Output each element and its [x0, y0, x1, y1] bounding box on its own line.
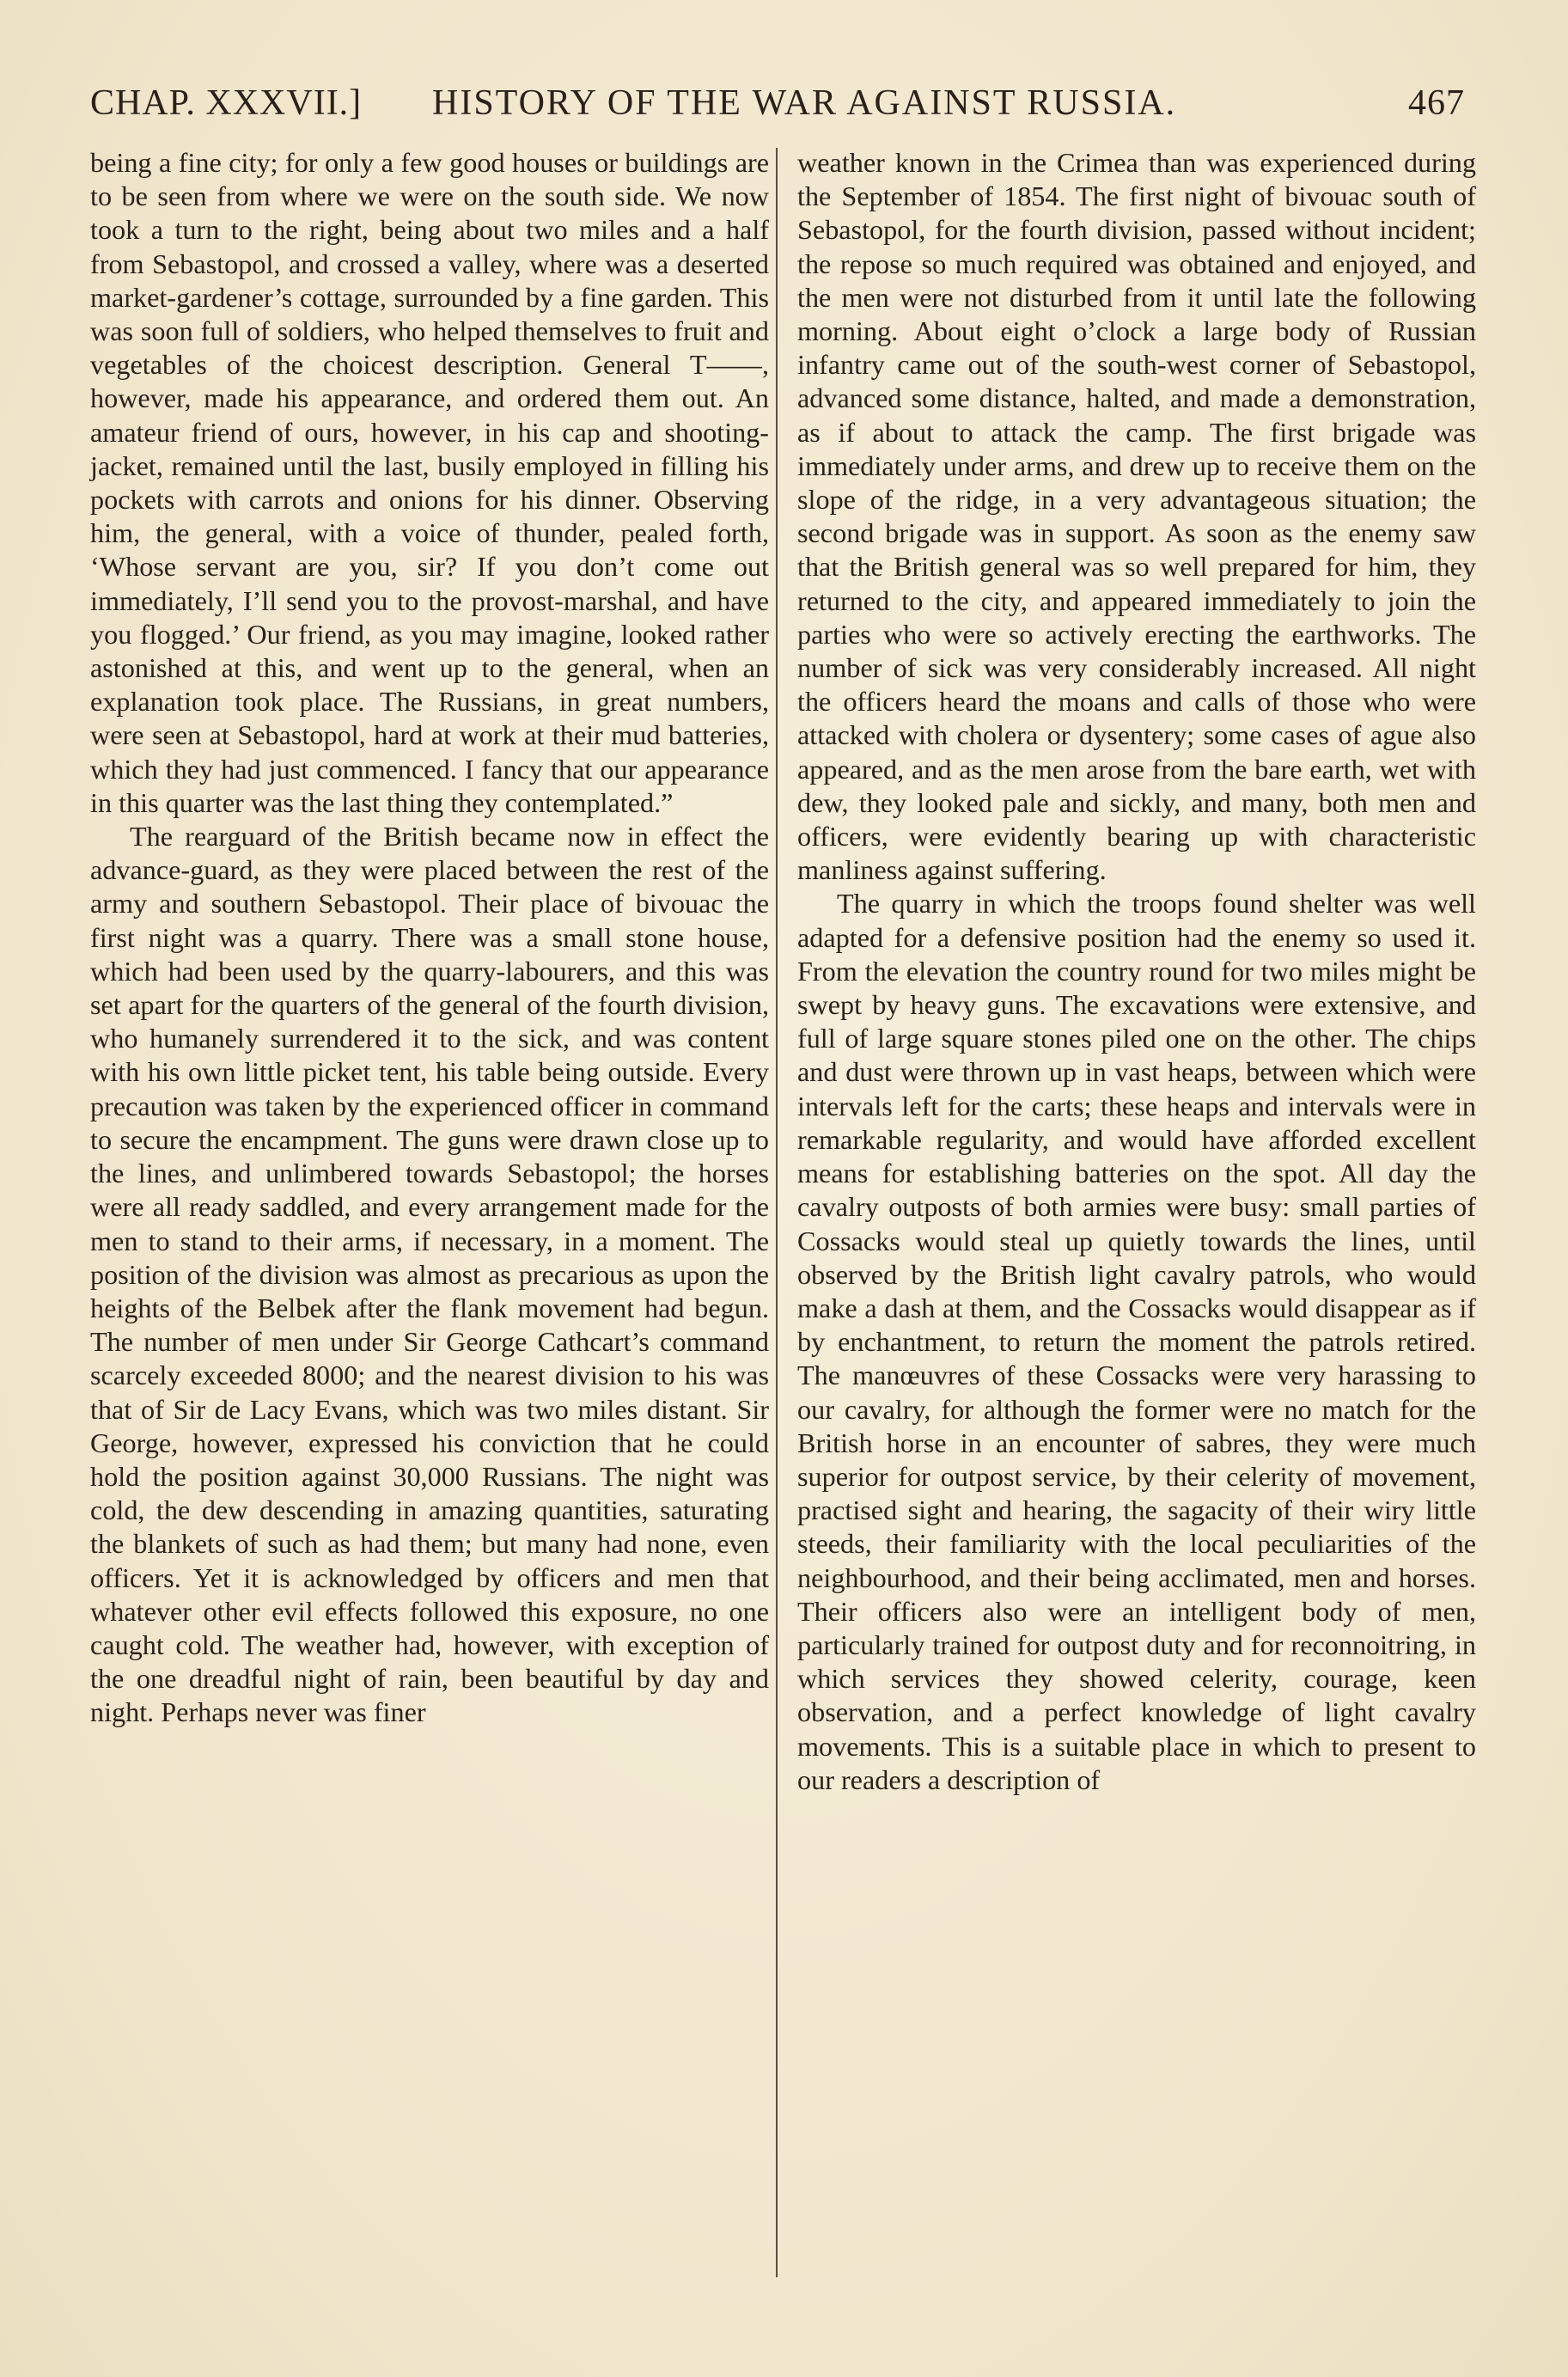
paragraph-weather: weather known in the Crimea than was experienced during the September of 1854. The first night of bivouac south of Sebastopol, for the fourth division, passed without incident; the repose so much required was obtained and enjoyed, and the men were not disturbed from it until late the following morning. About eight o’clock a large body of Russian infantry came out of the south-west corner of Sebastopol, advanced some distance, halted, and made a demonstration, as if about to attack the camp. The first brigade was immediately under arms, and drew up to receive them on the slope of the ridge, in a very advantageous situation; the second brigade was in support. As soon as the enemy saw that the British general was so well prepared for him, they returned to the city, and appeared immediately to join the parties who were so actively erecting the earthworks. The number of sick was very considerably increased. All night the officers heard the moans and calls of those who were attacked with cholera or dysentery; some cases of ague also appeared, and as the men arose from the bare earth, wet with dew, they looked pale and sickly, and many, both men and officers, were evidently bearing up with characteristic manliness against suffering.	[797, 147, 1476, 886]
running-title: HISTORY OF THE WAR AGAINST RUSSIA.	[432, 83, 1177, 123]
page-number: 467	[1408, 83, 1465, 123]
running-header	[90, 82, 1465, 134]
paragraph-rearguard: The rearguard of the British became now in effect the advance-guard, as they were placed between the rest of the army and southern Sebastopol. Their place of bivouac the first night was a quarry. There was a small stone house, which had been used by the quarry-labourers, and this was set apart for the quarters of the general of the fourth division, who humanely surrendered it to the sick, and was content with his own little picket tent, his table being outside. Every precaution was taken by the experienced officer in command to secure the encampment. The guns were drawn close up to the lines, and unlimbered towards Sebastopol; the horses were all ready saddled, and every arrangement made for the men to stand to their arms, if necessary, in a moment. The position of the division was almost as precarious as upon the heights of the Belbek after the flank movement had begun. The number of men under Sir George Cathcart’s command scarcely exceeded 8000; and the nearest division to his was that of Sir de Lacy Evans, which was two miles distant. Sir George, however, expressed his conviction that he could hold the position against 30,000 Russians. The night was cold, the dew descending in amazing quantities, saturating the blankets of such as had them; but many had none, even officers. Yet it is acknowledged by officers and men that whatever other evil effects followed this exposure, no one caught cold. The weather had, however, with exception of the one dreadful night of rain, been beautiful by day and night. Perhaps never was finer	[90, 821, 769, 1728]
right-column	[797, 146, 1476, 1797]
column-divider	[776, 148, 778, 2277]
paragraph-continued: being a fine city; for only a few good houses or buildings are to be seen from where we were on the south side. We now took a turn to the right, being about two miles and a half from Sebastopol, and crossed a valley, where was a deserted market-gardener’s cottage, surrounded by a fine garden. This was soon full of soldiers, who helped themselves to fruit and vegetables of the choicest description. General T——, however, made his appearance, and ordered them out. An amateur friend of ours, however, in his cap and shooting-jacket, remained until the last, busily employed in filling his pockets with carrots and onions for his dinner. Observing him, the general, with a voice of thunder, pealed forth, ‘Whose servant are you, sir? If you don’t come out immediately, I’ll send you to the provost-marshal, and have you flogged.’ Our friend, as you may imagine, looked rather astonished at this, and went up to the general, when an explanation took place. The Russians, in great numbers, were seen at Sebastopol, hard at work at their mud batteries, which they had just commenced. I fancy that our appearance in this quarter was the last thing they contemplated.”	[90, 147, 769, 818]
left-column	[90, 146, 769, 1730]
chapter-label: CHAP. XXXVII.]	[90, 83, 363, 123]
paragraph-quarry: The quarry in which the troops found shelter was well adapted for a defensive position had the enemy so used it. From the elevation the country round for two miles might be swept by heavy guns. The excavations were extensive, and full of large square stones piled one on the other. The chips and dust were thrown up in vast heaps, between which were intervals left for the carts; these heaps and intervals were in remarkable regularity, and would have afforded excellent means for establishing batteries on the spot. All day the cavalry outposts of both armies were busy: small parties of Cossacks would steal up quietly towards the lines, until observed by the British light cavalry patrols, who would make a dash at them, and the Cossacks would disappear as if by enchantment, to return the moment the patrols retired. The manœuvres of these Cossacks were very harassing to our cavalry, for although the former were no match for the British horse in an encounter of sabres, they were much superior for outpost service, by their celerity of movement, practised sight and hearing, the sagacity of their wiry little steeds, their familiarity with the local peculiarities of the neighbourhood, and their being acclimated, men and horses. Their officers also were an intelligent body of men, particularly trained for outpost duty and for reconnoitring, in which services they showed celerity, courage, keen observation, and a perfect knowledge of light cavalry movements. This is a suitable place in which to present to our readers a description of	[797, 888, 1476, 1795]
